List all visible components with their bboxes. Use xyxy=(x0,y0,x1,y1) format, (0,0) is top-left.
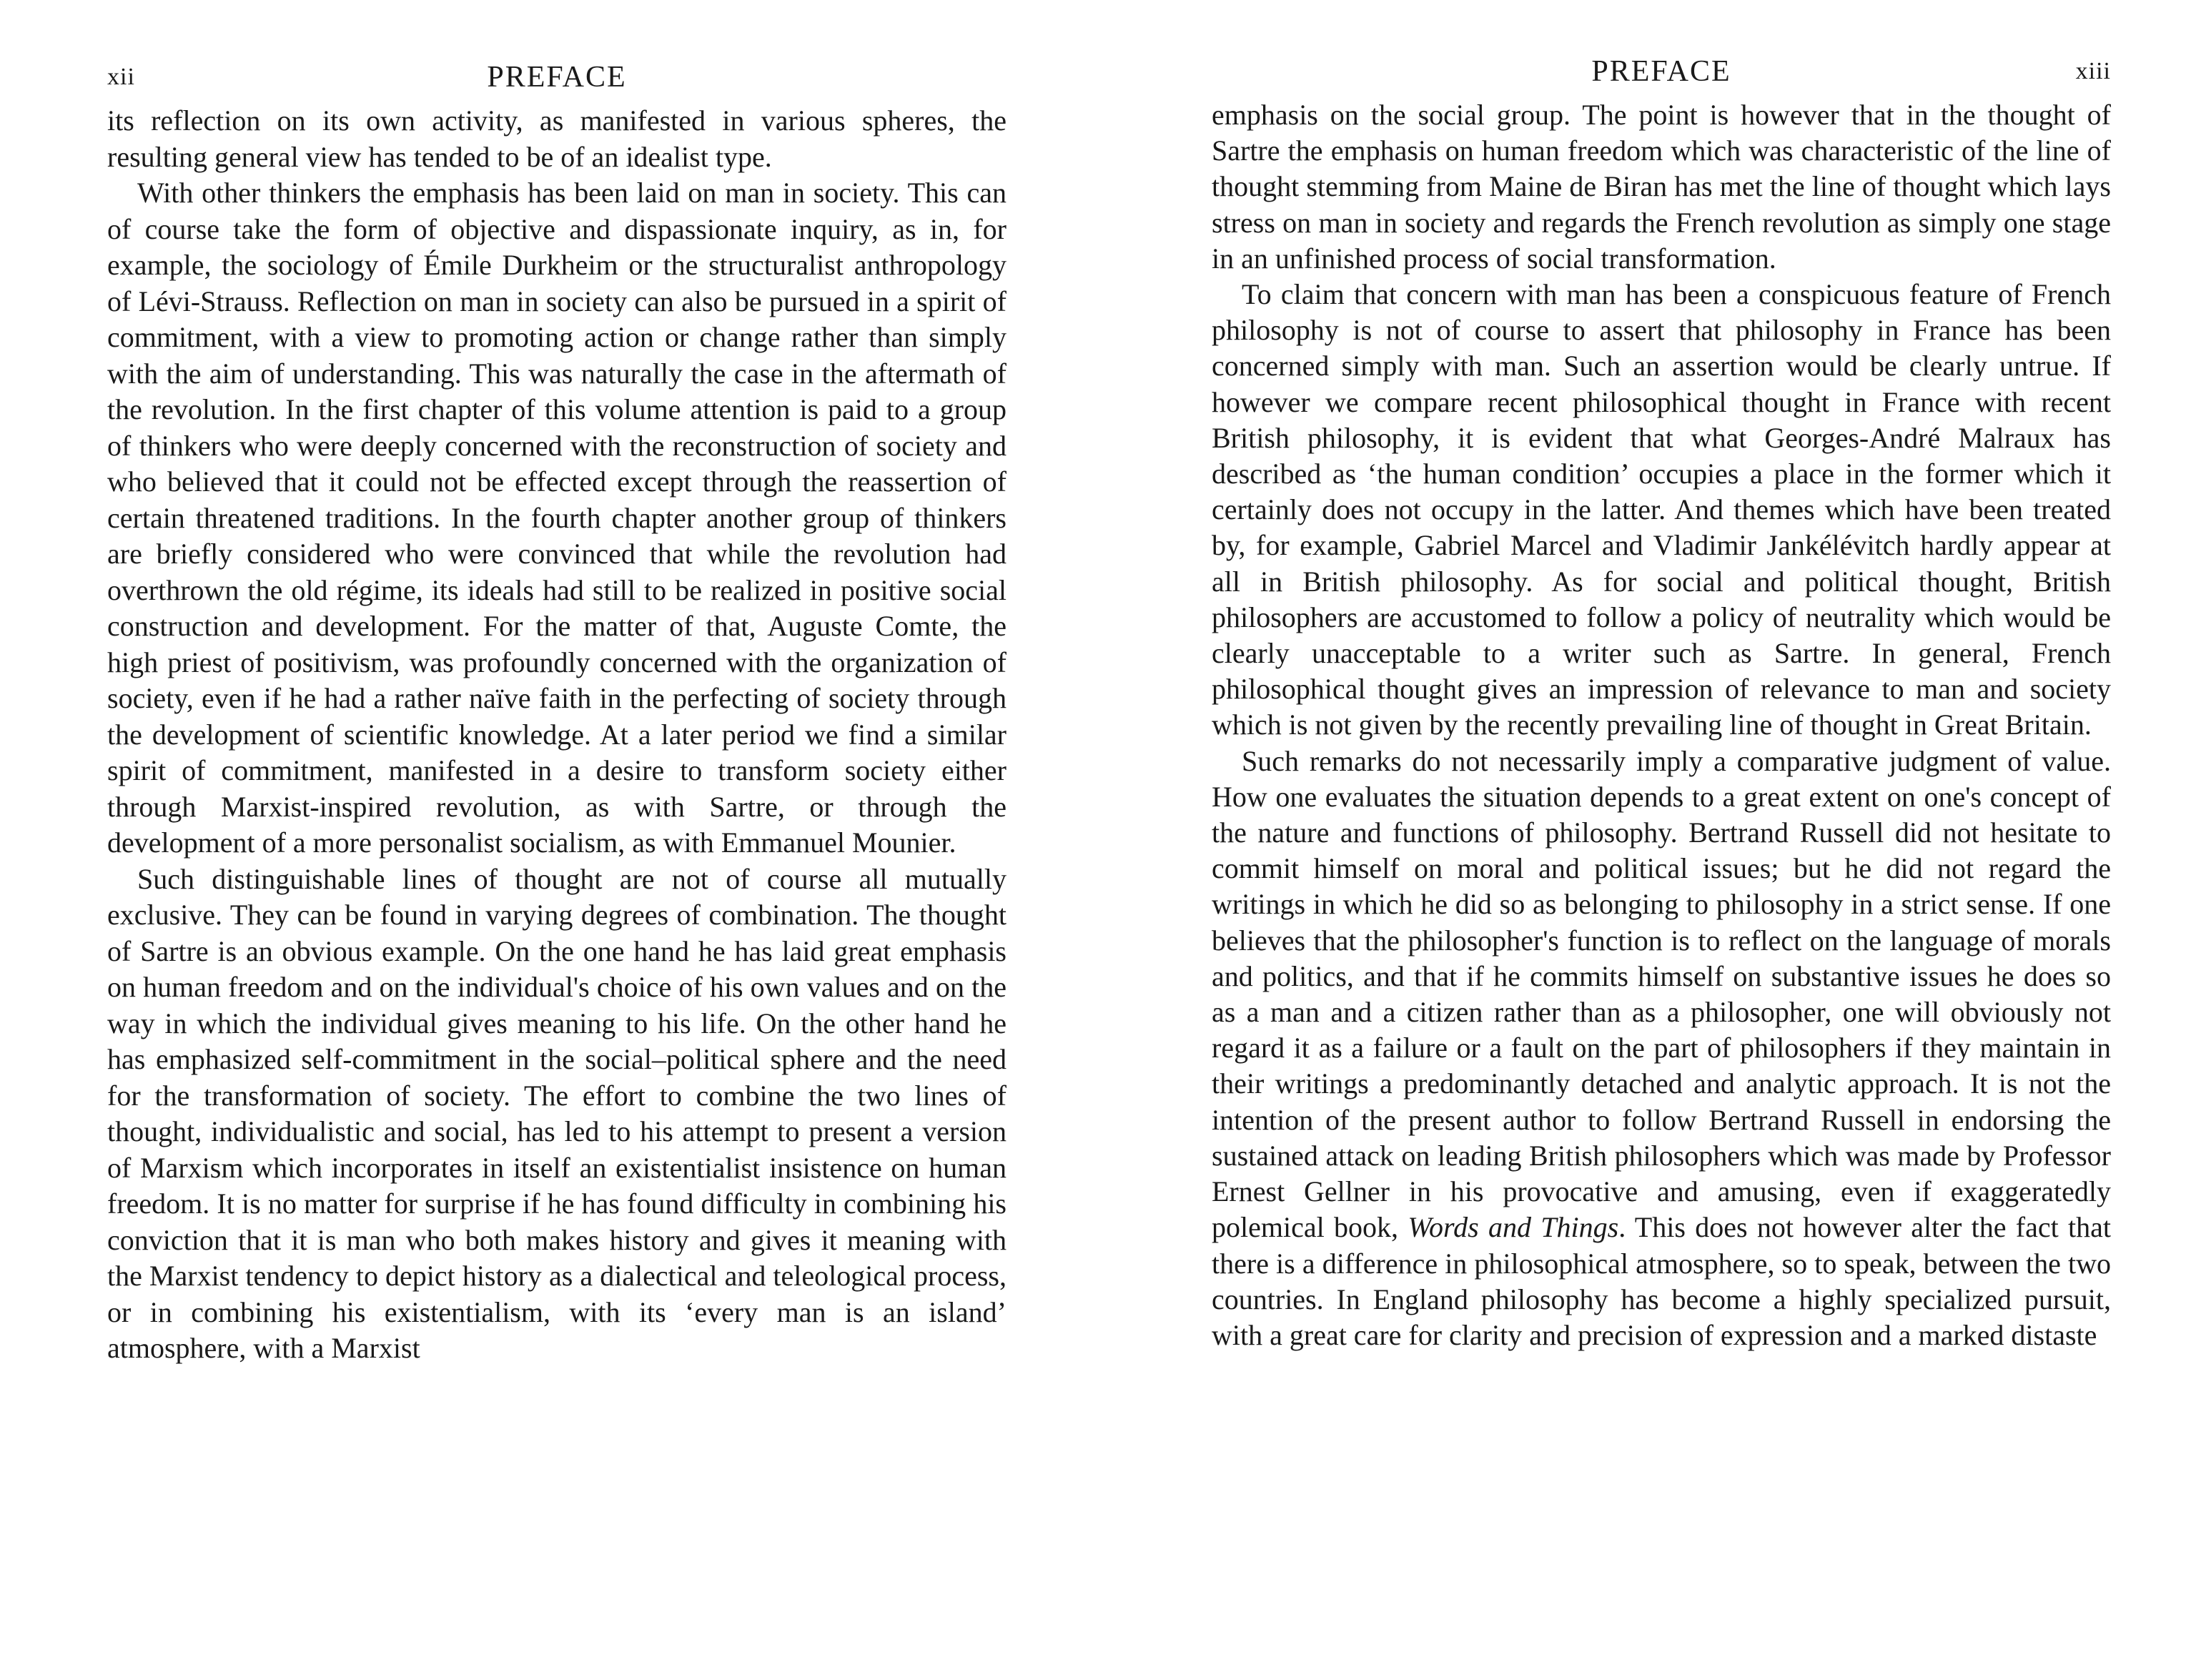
right-page xyxy=(1093,0,2186,1680)
left-paragraph-1: its reflection on its own activity, as manifested in various spheres, the resulting general view has tended to be of an idealist type. xyxy=(107,104,1007,173)
right-paragraph-3 xyxy=(1212,743,2111,1353)
left-running-head xyxy=(107,56,1007,99)
right-paragraph-1: emphasis on the social group. The point is however that in the thought of Sartre the emphasis on human freedom which was characteristic of the line of thought stemming from Maine de Biran has met the line of thought which lays stress on man in society and regards the French revolution as simply one stage in an unfinished process of social transformation. xyxy=(1212,99,2111,275)
right-running-head xyxy=(1212,50,2111,93)
left-paragraph-3: Such distinguishable lines of thought are not of course all mutually exclusive. They can be found in varying degrees of combination. The thought of Sartre is an obvious example. On the one hand he has laid great emphasis on human freedom and on the individual's choice of his own values and on the way in which the individual gives meaning to his life. On the other hand he has emphasized self-commitment in the social–political sphere and the need for the transformation of society. The effort to combine the two lines of thought, individualistic and social, has led to his attempt to present a version of Marxism which incorporates in itself an existentialist insistence on human freedom. It is no matter for surprise if he has found difficulty in combining his conviction that it is man who both makes history and gives it meaning with the Marxist tendency to depict history as a dialectical and teleological process, or in combining his existentialism, with its ‘every man is an island’ atmosphere, with a Marxist xyxy=(107,862,1007,1364)
left-paragraph-2: With other thinkers the emphasis has been laid on man in society. This can of course take the form of objective and dispassionate inquiry, as in, for example, the sociology of Émile Durkheim or the structuralist anthropology of Lévi-Strauss. Reflection on man in society can also be pursued in a spirit of commitment, with a view to promoting action or change rather than simply with the aim of understanding. This was naturally the case in the aftermath of the revolution. In the first chapter of this volume attention is paid to a group of thinkers who were deeply concerned with the reconstruction of society and who believed that it could not be effected except through the reassertion of certain threatened traditions. In the fourth chapter another group of thinkers are briefly considered who were convinced that while the revolution had overthrown the old régime, its ideals had still to be realized in positive social construction and development. For the matter of that, Auguste Comte, the high priest of positivism, was profoundly concerned with the organization of society, even if he had a rather naïve faith in the perfecting of society through the development of scientific knowledge. At a later period we find a similar spirit of commitment, manifested in a desire to transform society either through Marxist-inspired revolution, as with Sartre, or through the development of a more personalist socialism, as with Emmanuel Mounier. xyxy=(107,177,1007,859)
left-page-number: xii xyxy=(107,64,135,90)
right-paragraph-3-part-1: Such remarks do not necessarily imply a comparative judgment of value. How one evaluates the situation depends to a great extent on one's concept of the nature and functions of philosophy. Bertrand Russell did not hesitate to commit himself on moral and political issues; but he did not regard the writings in which he did so as belonging to philosophy in a strict sense. If one believes that the philosopher's function is to reflect on the language of morals and politics, and that if he commits himself on substantive issues he does so as a man and a citizen rather than as a philosopher, one will obviously not regard it as a failure or a fault on the part of philosophers if they maintain in their writings a predominantly detached and analytic approach. It is not the intention of the present author to follow Bertrand Russell in endorsing the sustained attack on leading British philosophers which was made by Professor Ernest Gellner in his provocative and amusing, even if exaggeratedly polemical book, xyxy=(1212,744,2111,1244)
right-paragraph-3-part-2: . This does not however alter the fact that there is a difference in philosophical atmosphere, so to speak, between the two countries. In England philosophy has become a highly specialized pursuit, with a great care for clarity and precision of expression and a marked distaste xyxy=(1212,1211,2112,1351)
right-text-block xyxy=(1212,50,2111,1353)
right-running-title: PREFACE xyxy=(1591,55,1731,88)
left-text-block xyxy=(107,56,1007,1367)
right-page-number: xiii xyxy=(2075,58,2111,84)
left-running-title: PREFACE xyxy=(487,61,627,94)
book-title-words-and-things: Words and Things xyxy=(1408,1211,1619,1244)
right-paragraph-2: To claim that concern with man has been a conspicuous feature of French philosophy is not of course to assert that philosophy in France has been concerned simply with man. Such an assertion would be clearly untrue. If however we compare recent philosophical thought in France with recent British philosophy, it is evident that what Georges-André Malraux has described as ‘the human condition’ occupies a place in the former which it certainly does not occupy in the latter. And themes which have been treated by, for example, Gabriel Marcel and Vladimir Jankélévitch hardly appear at all in British philosophy. As for social and political thought, British philosophers are accustomed to follow a policy of neutrality which would be clearly unacceptable to a writer such as Sartre. In general, French philosophical thought gives an impression of relevance to man and society which is not given by the recently prevailing line of thought in Great Britain. xyxy=(1212,278,2111,741)
